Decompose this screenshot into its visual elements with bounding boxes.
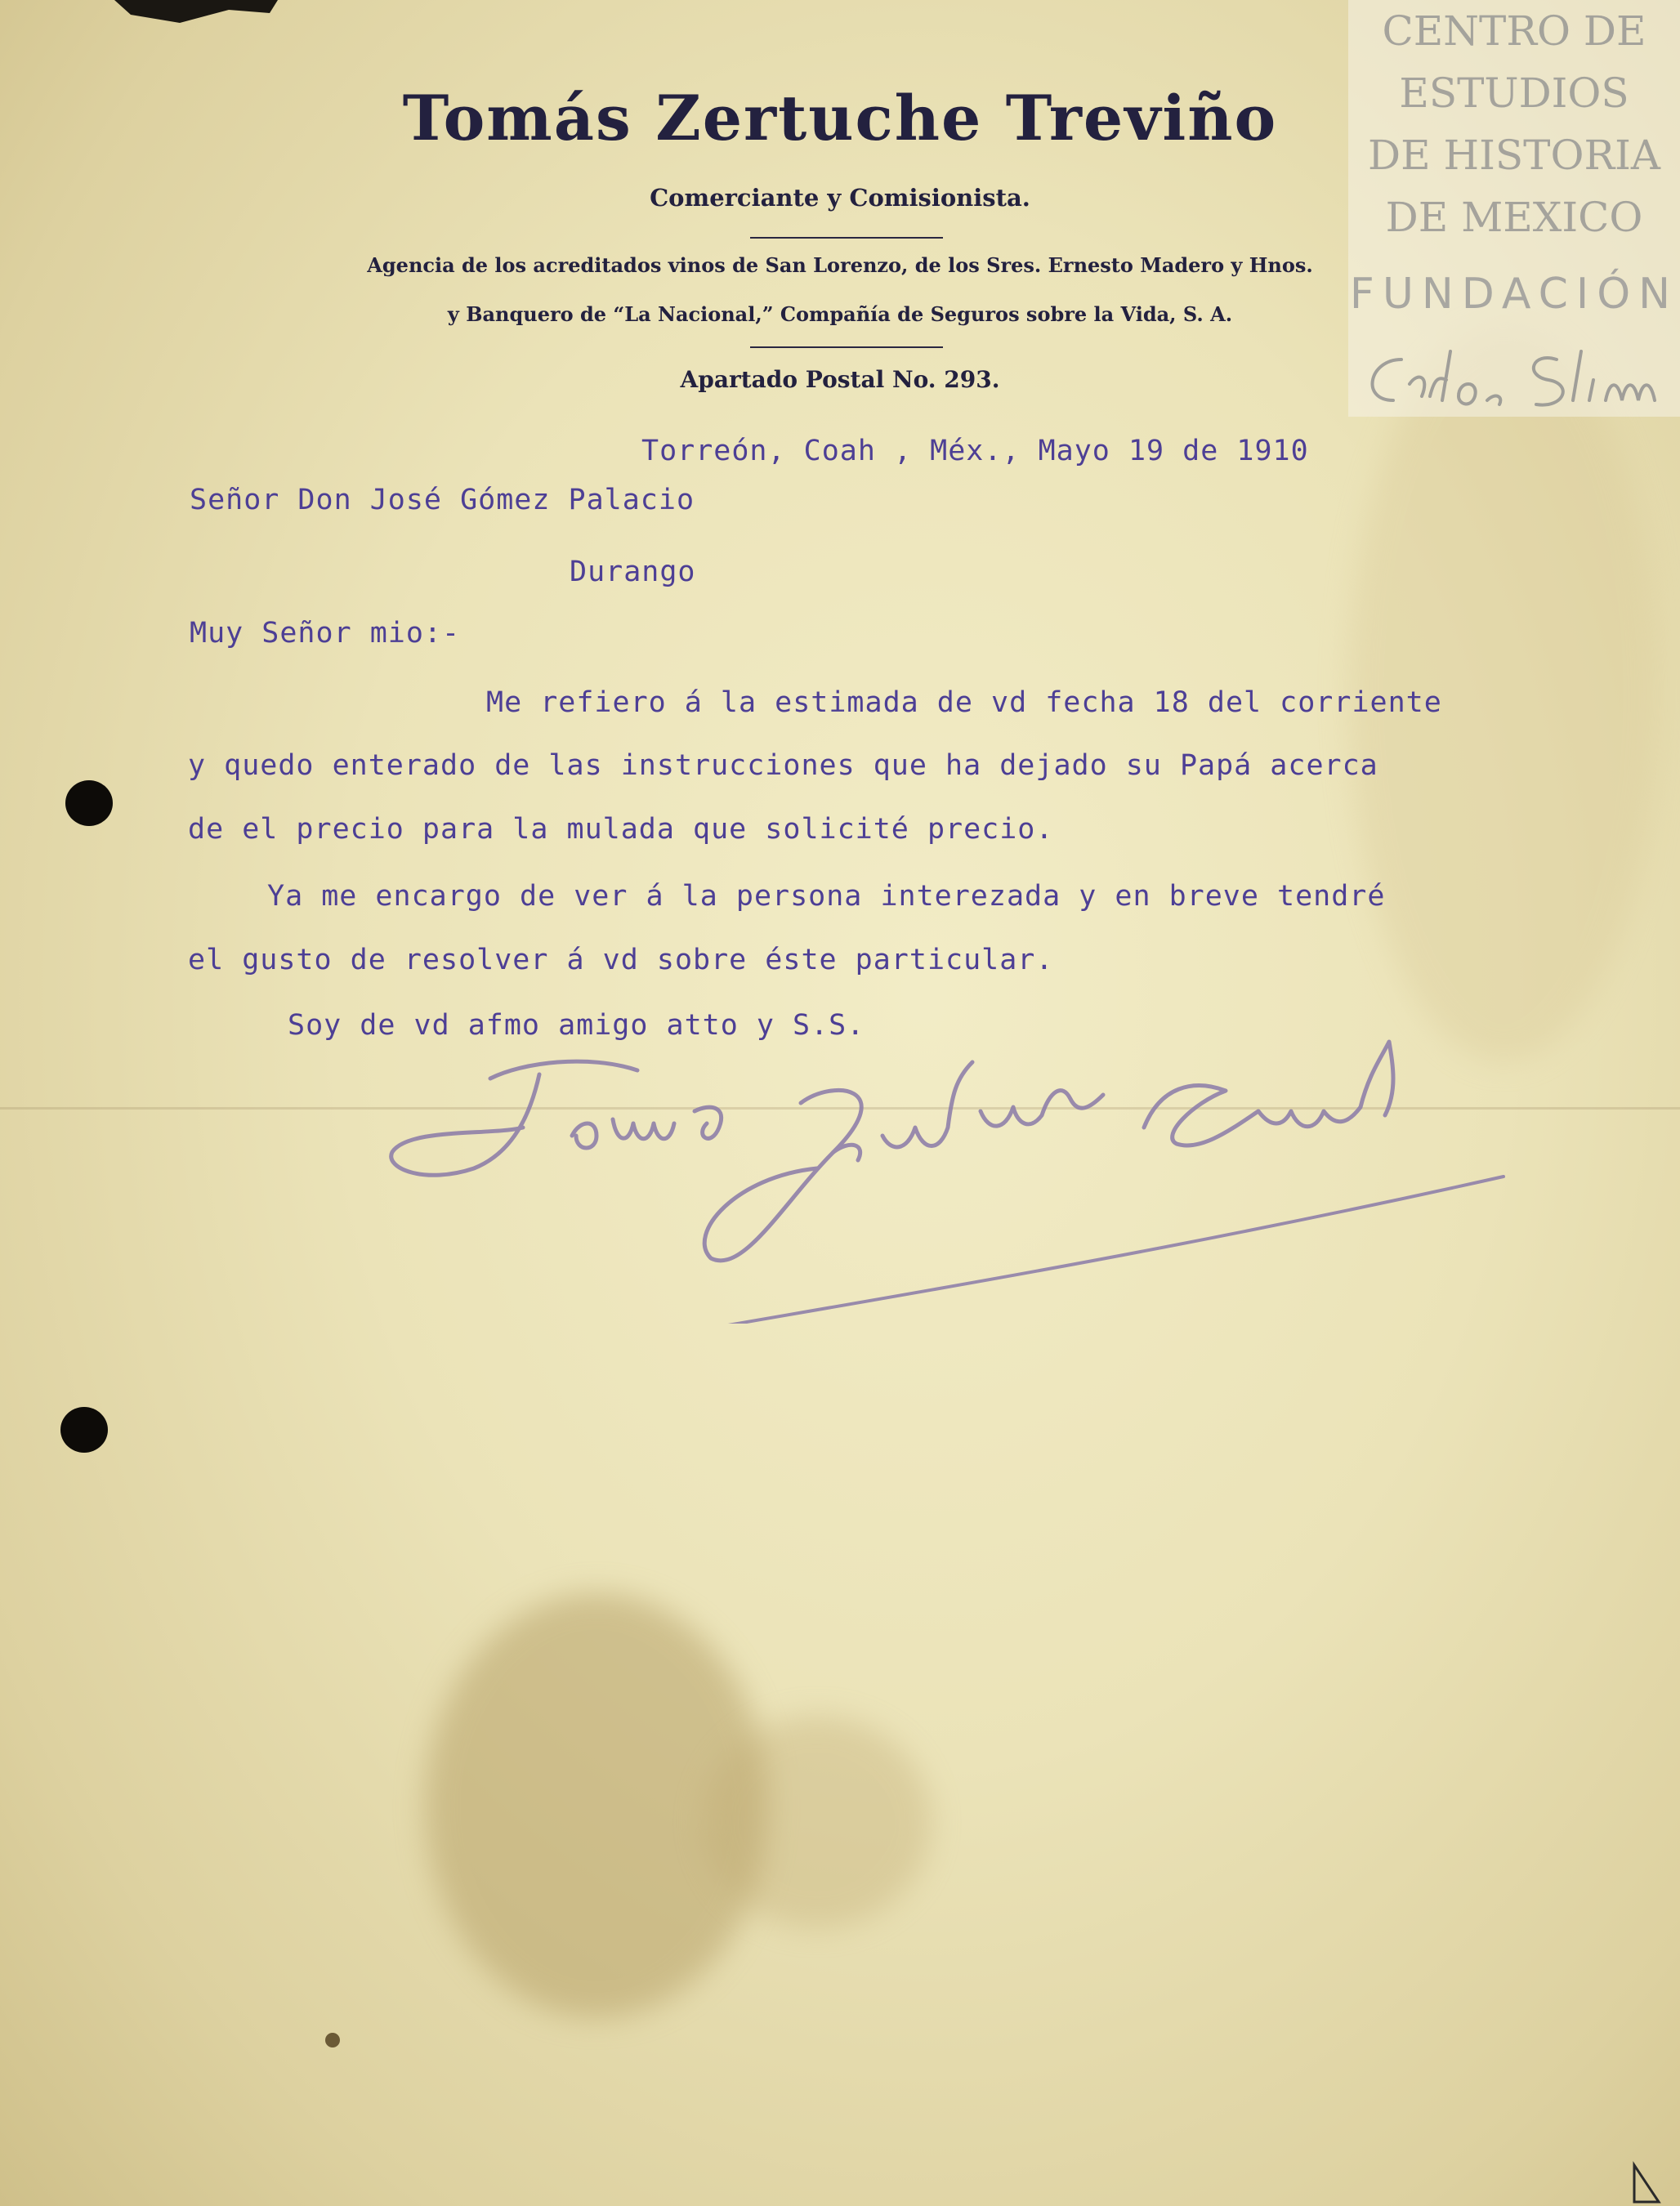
body-line: de el precio para la mulada que solicité precio.: [188, 813, 1054, 846]
salutation: Muy Señor mio:-: [190, 617, 461, 650]
closing-line: Soy de vd afmo amigo atto y S.S.: [288, 1009, 865, 1042]
corner-mark: [1630, 2157, 1663, 2206]
letterhead-divider: [750, 346, 943, 348]
letterhead-subtitle: Comerciante y Comisionista.: [650, 184, 1030, 212]
letterhead-agency-line: Agencia de los acreditados vinos de San Lorenzo, de los Sres. Ernesto Madero y Hnos.: [367, 253, 1313, 277]
dateline: Torreón, Coah , Méx., Mayo 19 de 1910: [641, 435, 1309, 467]
body-line: Me refiero á la estimada de vd fecha 18 del corriente: [486, 686, 1442, 719]
watermark-text: ESTUDIOS: [1399, 69, 1629, 117]
letterhead-name: Tomás Zertuche Treviño: [402, 82, 1278, 154]
watermark-signature-logo: [1352, 335, 1679, 417]
body-line: el gusto de resolver á vd sobre éste particular.: [188, 944, 1054, 976]
watermark-text: DE MEXICO: [1385, 194, 1643, 241]
ink-spot: [325, 2033, 340, 2047]
recipient: Señor Don José Gómez Palacio: [190, 484, 695, 516]
body-line: Ya me encargo de ver á la persona interezada y en breve tendré: [267, 880, 1386, 913]
torn-corner: [114, 0, 278, 33]
recipient-city: Durango: [570, 556, 696, 588]
letterhead-divider: [750, 237, 943, 239]
punch-hole: [60, 1407, 108, 1453]
body-line: y quedo enterado de las instrucciones que ha dejado su Papá acerca: [188, 749, 1378, 782]
letterhead-postal-box: Apartado Postal No. 293.: [680, 366, 1000, 393]
watermark-foundation: FUNDACIÓN: [1349, 270, 1679, 319]
water-stain: [703, 1716, 932, 1928]
handwritten-signature: [376, 1013, 1536, 1324]
watermark-text: CENTRO DE: [1382, 7, 1646, 55]
punch-hole: [65, 780, 113, 826]
watermark-text: DE HISTORIA: [1368, 132, 1660, 179]
letterhead-banker-line: y Banquero de “La Nacional,” Compañía de Seguros sobre la Vida, S. A.: [447, 302, 1233, 326]
